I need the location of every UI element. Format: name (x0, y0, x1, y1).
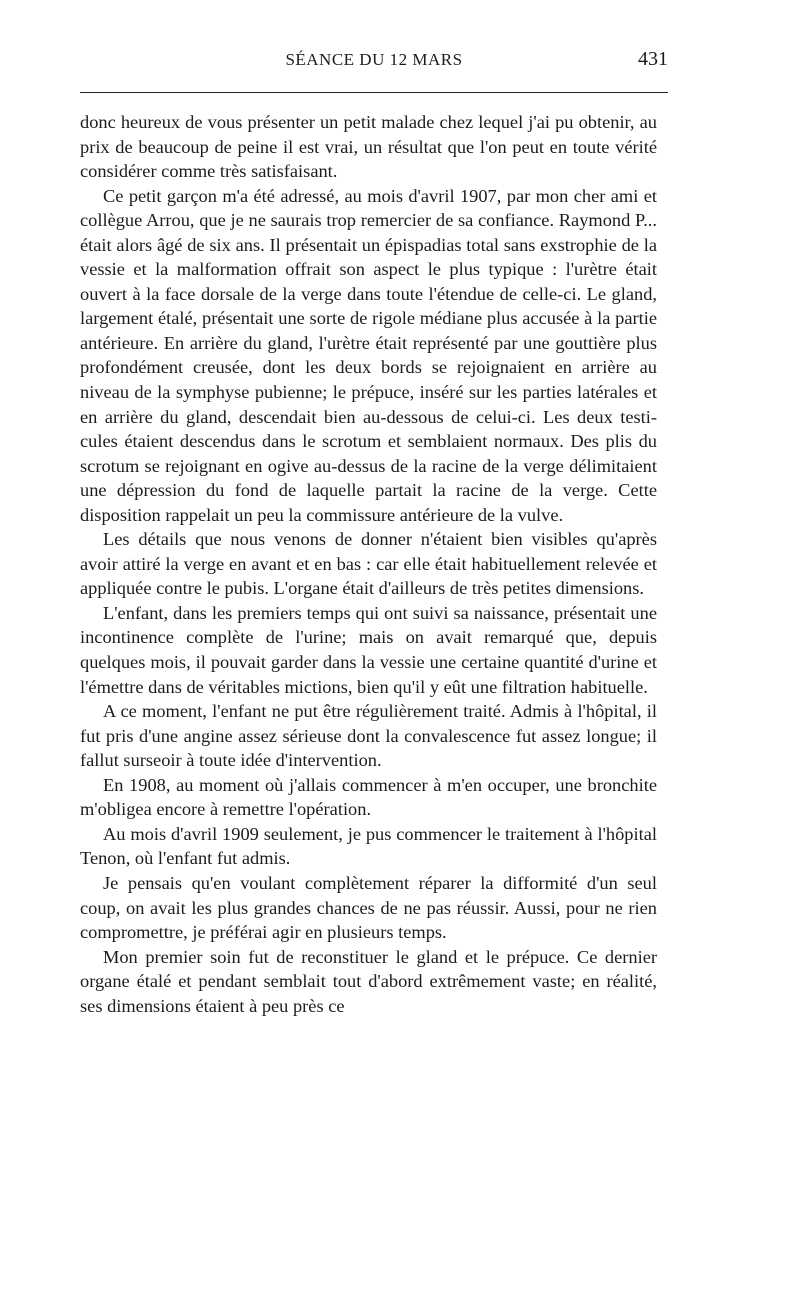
paragraph: Les détails que nous venons de donner n'étaient bien visibles qu'après avoir attiré la verge en avant et en bas : car elle était habituellement relevée et appliquée contre le pubis. L'organe était d'ailleurs de très petites dimensions. (80, 529, 657, 599)
paragraph: L'enfant, dans les premiers temps qui ont suivi sa naissance, présentait une incontinence complète de l'urine; mais on avait remarqué que, depuis quelques mois, il pouvait garder dans la vessie une certaine quantité d'urine et l'émettre dans de véritables mictions, bien qu'il y eût une filtration habituelle. (80, 602, 657, 697)
running-head (80, 50, 668, 74)
header-rule (80, 92, 668, 93)
paragraph: A ce moment, l'enfant ne put être régulièrement traité. Admis à l'hôpital, il fut pris d'une angine assez sérieuse dont la convalescence fut assez longue; il fallut surseoir à toute idée d'intervention. (80, 701, 657, 771)
page-number: 431 (638, 48, 668, 70)
paragraph: Je pensais qu'en voulant complètement réparer la difformité d'un seul coup, on avait les plus grandes chances de ne pas réussir. Aussi, pour ne rien compromettre, je préférai agir en plusieurs temps. (80, 872, 657, 943)
paragraph: Ce petit garçon m'a été adressé, au mois d'avril 1907, par mon cher ami et collègue Arrou, que je ne saurais trop remercier de sa confiance. Raymond P... était alors âgé de six ans. Il présentait un épispadias total sans exstrophie de la vessie et la malformation offrait son aspect le plus typique : l'urètre était ouvert à la face dorsale de la verge dans toute l'étendue de celle-ci. Le gland, largement étalé, présentait une sorte de rigole médiane plus accusée à la partie antérieure. En arrière du gland, l'urètre était représenté par une gouttière plus profondément creusée, dont les deux bords se rejoignaient en arrière au niveau de la symphyse pubienne; le prépuce, inséré sur les parties latérales et en arrière du gland, descendait bien au-dessous de celui-ci. Les deux testicules étaient descendus dans le scrotum et semblaient normaux. Des plis du scrotum se rejoignant en ogive au-dessus de la racine de la verge délimitaient une dépression du fond de laquelle partait la racine de la verge. Cette disposition rappelait un peu la commissure antérieure de la vulve. (80, 185, 657, 525)
paragraph: Au mois d'avril 1909 seulement, je pus commencer le traitement à l'hôpital Tenon, où l'enfant fut admis. (80, 823, 657, 869)
paragraph: donc heureux de vous présenter un petit malade chez lequel j'ai pu obtenir, au prix de beaucoup de peine il est vrai, un résultat que l'on peut en toute vérité considérer comme très satisfaisant. (80, 112, 657, 182)
body-text (80, 110, 657, 1018)
running-title: SÉANCE DU 12 MARS (285, 50, 463, 69)
paragraph: Mon premier soin fut de reconstituer le gland et le prépuce. Ce dernier organe étalé et pendant semblait tout d'abord extrêmement vaste; en réalité, ses dimensions étaient à peu près ce (80, 946, 657, 1016)
paragraph: En 1908, au moment où j'allais commencer à m'en occuper, une bronchite m'obligea encore à remettre l'opération. (80, 774, 657, 820)
